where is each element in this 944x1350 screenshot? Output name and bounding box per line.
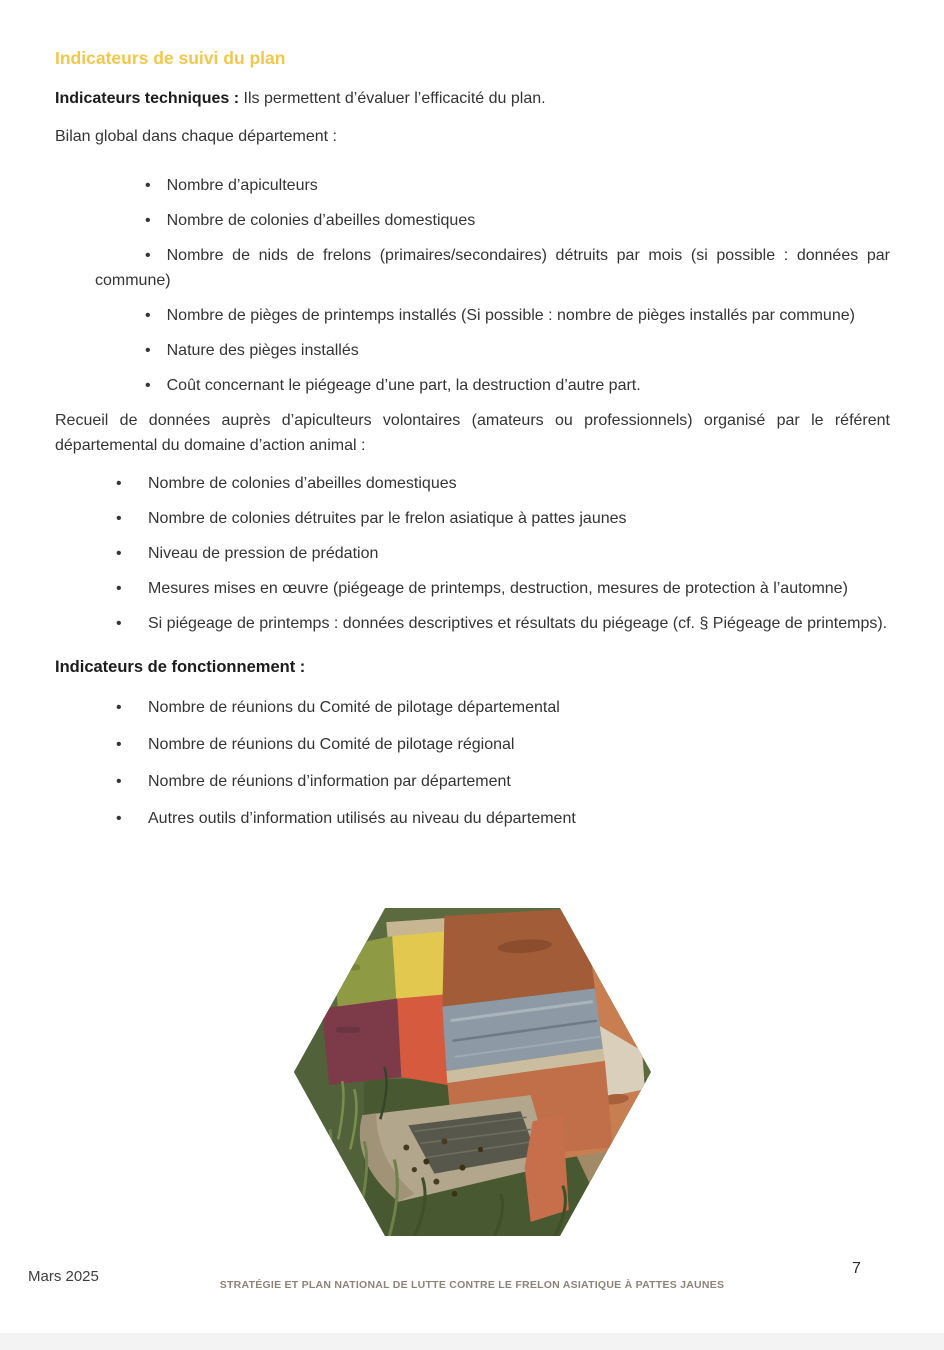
page-number: 7 <box>852 1260 861 1277</box>
list-item: • Nombre de nids de frelons (primaires/secondaires) détruits par mois (si possible : données par commune) <box>95 243 890 293</box>
list-item: • Mesures mises en œuvre (piégeage de printemps, destruction, mesures de protection à l’automne) <box>148 576 890 601</box>
fonctionnement-list <box>55 695 890 831</box>
list-item: • Si piégeage de printemps : données descriptives et résultats du piégeage (cf. § Piégeage de printemps). <box>148 611 890 636</box>
section-heading: Indicateurs de suivi du plan <box>55 48 286 68</box>
fonctionnement-heading: Indicateurs de fonctionnement : <box>55 658 306 676</box>
beehive-photo-illustration <box>294 908 651 1236</box>
recueil-list <box>55 471 890 636</box>
page-content <box>55 48 890 843</box>
list-item: • Nombre de colonies détruites par le frelon asiatique à pattes jaunes <box>148 506 890 531</box>
list-item: • Nombre de réunions d’information par département <box>148 769 890 794</box>
list-item: • Coût concernant le piégeage d’une part, la destruction d’autre part. <box>95 373 890 398</box>
footer-date: Mars 2025 <box>28 1268 99 1285</box>
list-item: • Nombre de réunions du Comité de pilotage régional <box>148 732 890 757</box>
list-item: • Nombre de réunions du Comité de pilotage départemental <box>148 695 890 720</box>
list-item: • Nature des pièges installés <box>95 338 890 363</box>
technical-indicators-desc: Ils permettent d’évaluer l’efficacité du plan. <box>239 90 546 107</box>
technical-indicators-label: Indicateurs techniques : <box>55 90 240 107</box>
bilan-list <box>55 173 890 398</box>
list-item: • Nombre de colonies d’abeilles domestiques <box>95 208 890 233</box>
beehive-hexagon-photo <box>294 908 651 1236</box>
list-item: • Autres outils d’information utilisés au niveau du département <box>148 806 890 831</box>
list-item: • Nombre de colonies d’abeilles domestiques <box>148 471 890 496</box>
list-item: • Nombre d’apiculteurs <box>95 173 890 198</box>
footer-document-title: STRATÉGIE ET PLAN NATIONAL DE LUTTE CONTRE LE FRELON ASIATIQUE À PATTES JAUNES <box>219 1279 725 1291</box>
recueil-intro: Recueil de données auprès d’apiculteurs volontaires (amateurs ou professionnels) organisé par le référent départemental du domaine d’action animal : <box>55 412 890 454</box>
list-item: • Niveau de pression de prédation <box>148 541 890 566</box>
bottom-gray-bar <box>0 1333 944 1350</box>
bilan-intro: Bilan global dans chaque département : <box>55 128 337 145</box>
list-item: • Nombre de pièges de printemps installés (Si possible : nombre de pièges installés par commune) <box>95 303 890 328</box>
technical-indicators-intro <box>55 86 890 111</box>
